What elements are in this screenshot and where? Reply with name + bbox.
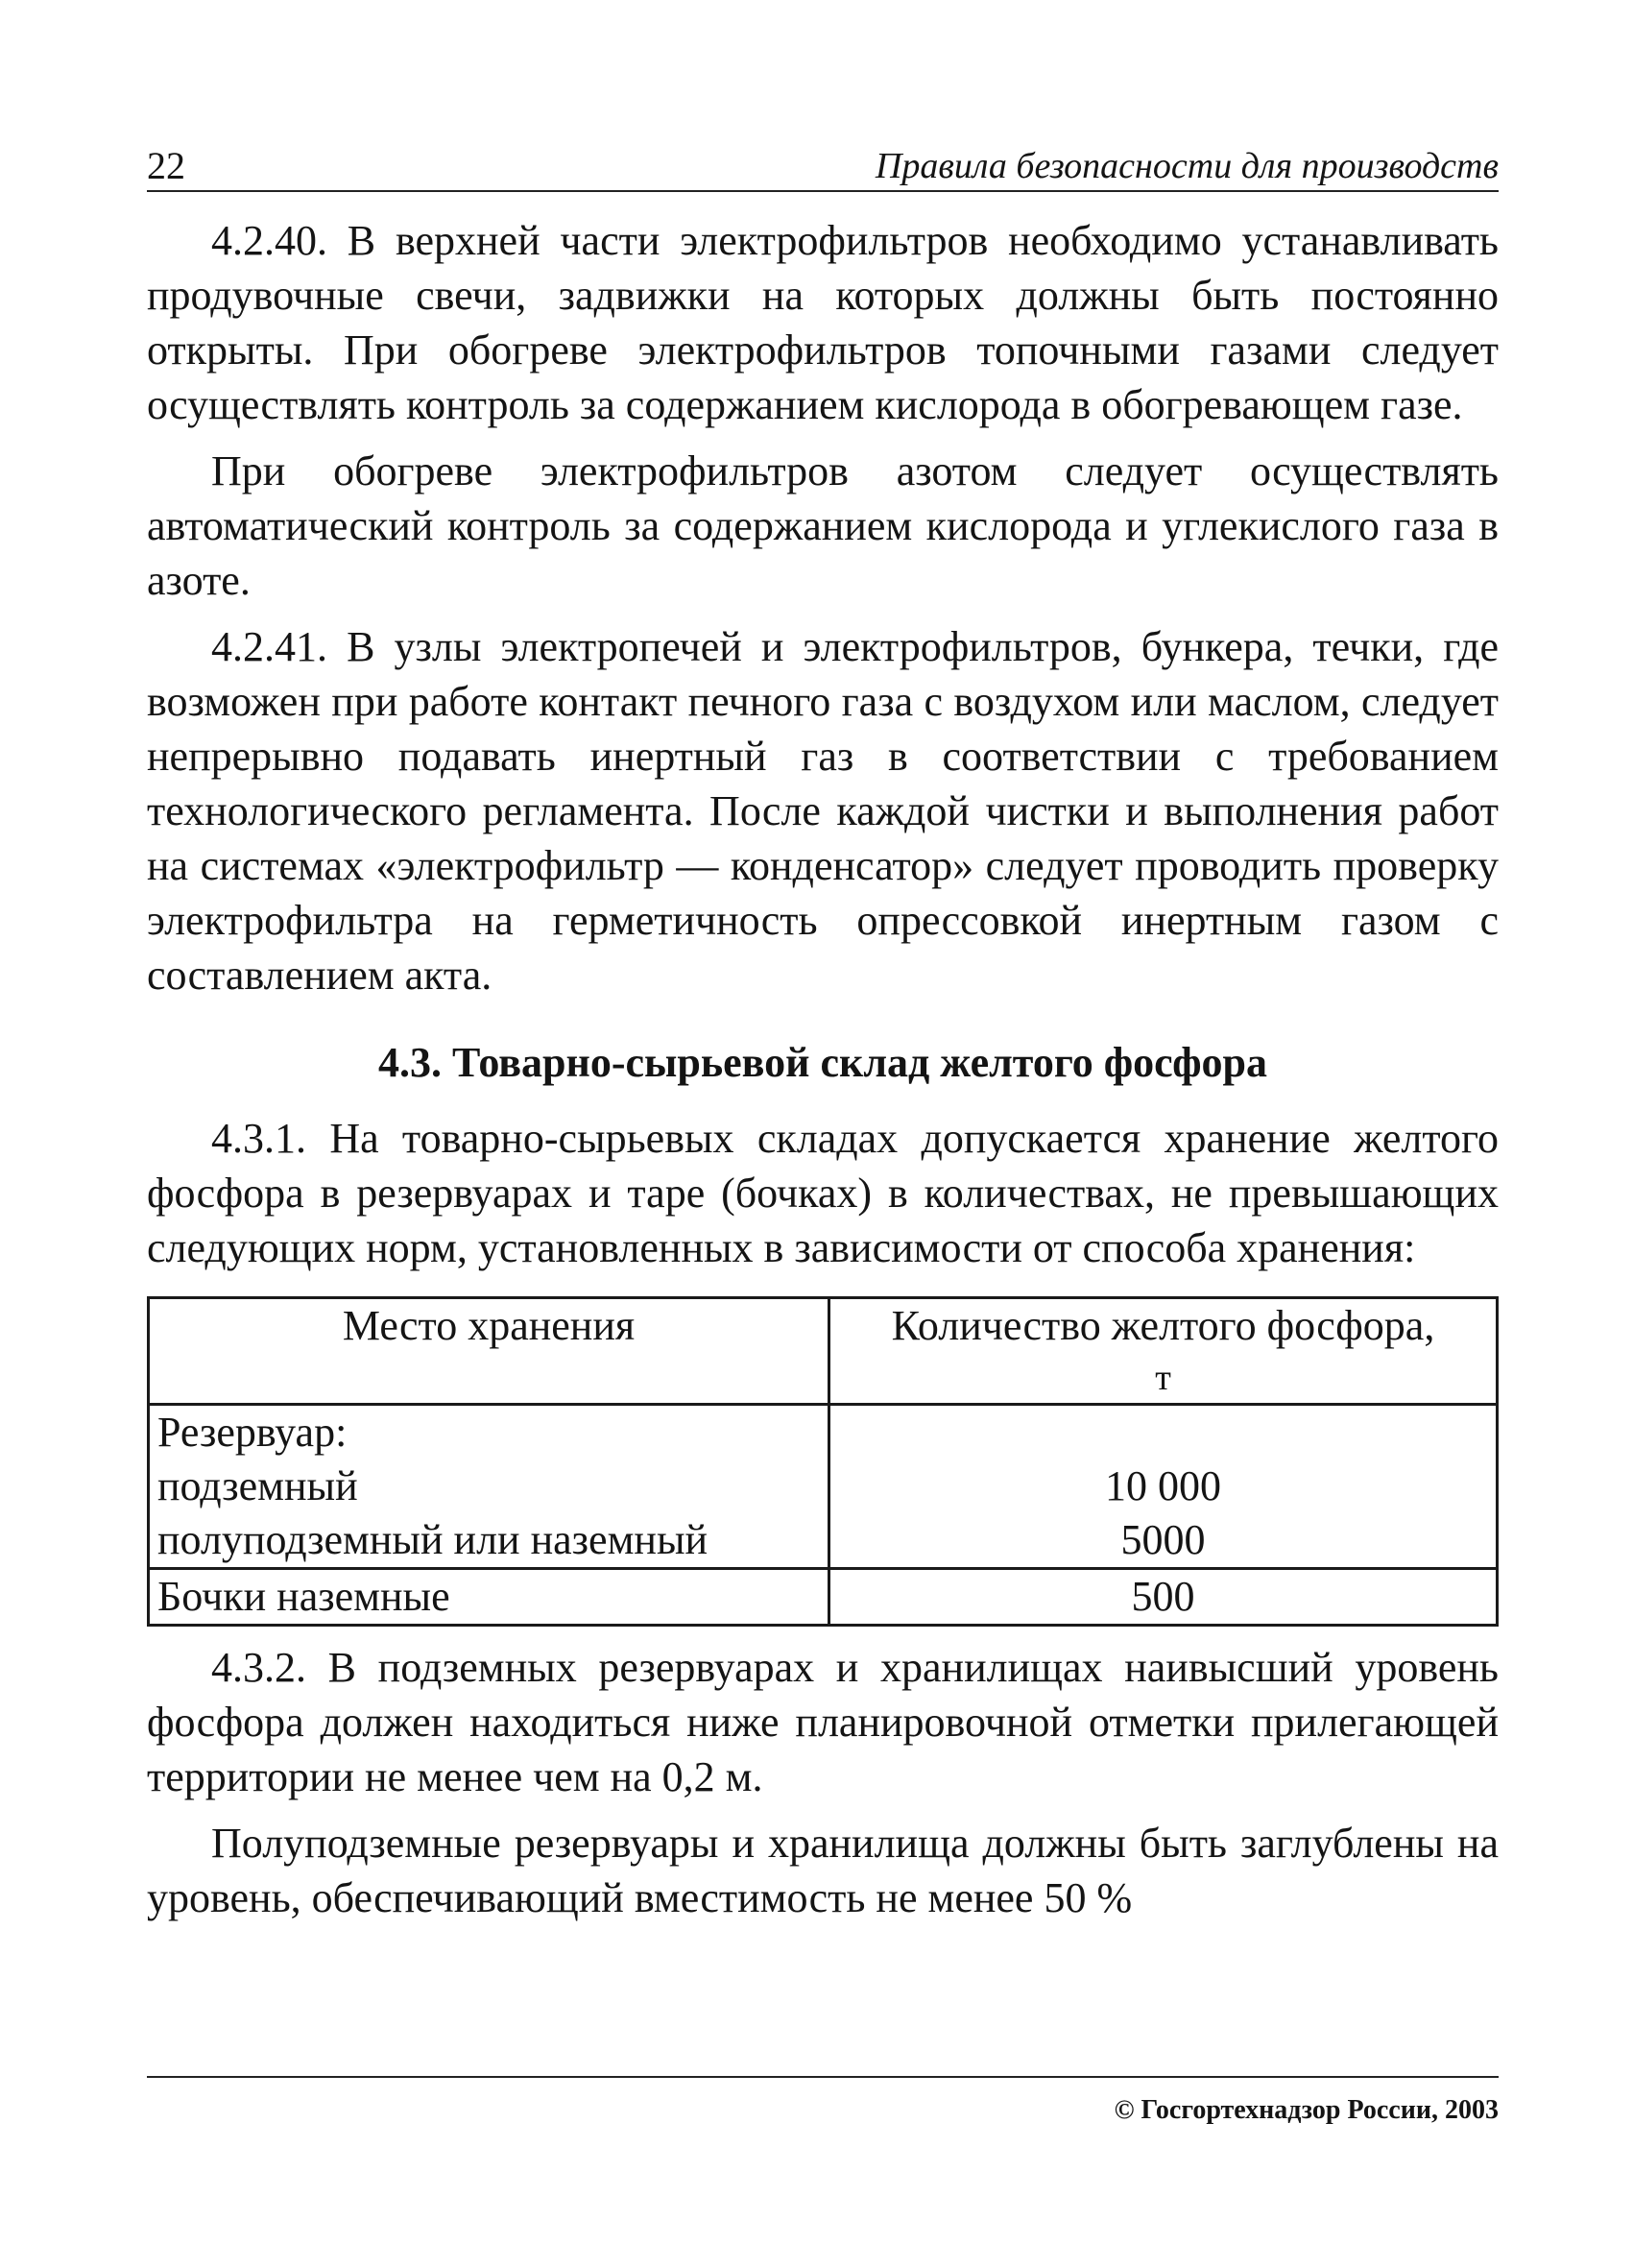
table-cell-quantity [829, 1405, 1498, 1569]
section-heading: 4.3. Товарно-сырьевой склад желтого фосфора [377, 1039, 1268, 1086]
table-row [149, 1405, 1498, 1569]
row-group-label: Резервуар: [157, 1409, 348, 1456]
copyright-notice: © Госгортехнадзор России, 2003 [1114, 2095, 1499, 2125]
page-number: 22 [147, 144, 185, 187]
quantity-value: 5000 [1120, 1516, 1206, 1563]
paragraph-4-2-40: 4.2.40. В верхней части электрофильтров необходимо устанавливать продувочные свечи, задвижки на которых должны быть постоянно открыты. При обогреве электрофильтров топочными газами следует осуществлять контроль за содержанием кислорода в обогревающем газе. [147, 217, 1499, 428]
page-footer [147, 2076, 1499, 2145]
paragraph-semi-underground: Полуподземные резервуары и хранилища должны быть заглублены на уровень, обеспечивающий вместимость не менее 50 % [147, 1820, 1499, 1921]
storage-norms-table [147, 1296, 1499, 1627]
paragraph-nitrogen-heating: При обогреве электрофильтров азотом следует осуществлять автоматический контроль за содержанием кислорода и углекислого газа в азоте. [147, 447, 1499, 604]
table-cell-quantity: 500 [829, 1569, 1498, 1626]
row-sublabel: подземный [157, 1462, 358, 1509]
page-header [147, 142, 1499, 192]
table-header-row [149, 1298, 1498, 1405]
column-header-location: Место хранения [149, 1298, 829, 1405]
paragraph-4-3-2: 4.3.2. В подземных резервуарах и хранилищах наивысший уровень фосфора должен находиться ниже планировочной отметки прилегающей территории не менее чем на 0,2 м. [147, 1644, 1499, 1800]
quantity-value: 10 000 [1105, 1462, 1221, 1509]
column-header-quantity: Количество желтого фосфора, т [829, 1298, 1498, 1405]
table-row [149, 1569, 1498, 1626]
quantity-unit: т [1155, 1358, 1171, 1398]
row-sublabel: полуподземный или наземный [157, 1516, 708, 1563]
paragraph-4-3-1: 4.3.1. На товарно-сырьевых складах допускается хранение желтого фосфора в резервуарах и таре (бочках) в количествах, не превышающих следующих норм, установленных в зависимости от способа хранения: [147, 1115, 1499, 1271]
paragraph-4-2-41: 4.2.41. В узлы электропечей и электрофильтров, бункера, течки, где возможен при работе контакт печного газа с воздухом или маслом, следует непрерывно подавать инертный газ в соответствии с требованием технологического регламента. После каждой чистки и выполнения работ на системах «электрофильтр — конденсатор» следует проводить проверку электрофильтра на герметичность опрессовкой инертным газом с составлением акта. [147, 623, 1499, 999]
table-cell-location: Бочки наземные [149, 1569, 829, 1626]
running-title: Правила безопасности для производств [875, 146, 1499, 186]
body-text [147, 213, 1499, 1937]
table-cell-location [149, 1405, 829, 1569]
